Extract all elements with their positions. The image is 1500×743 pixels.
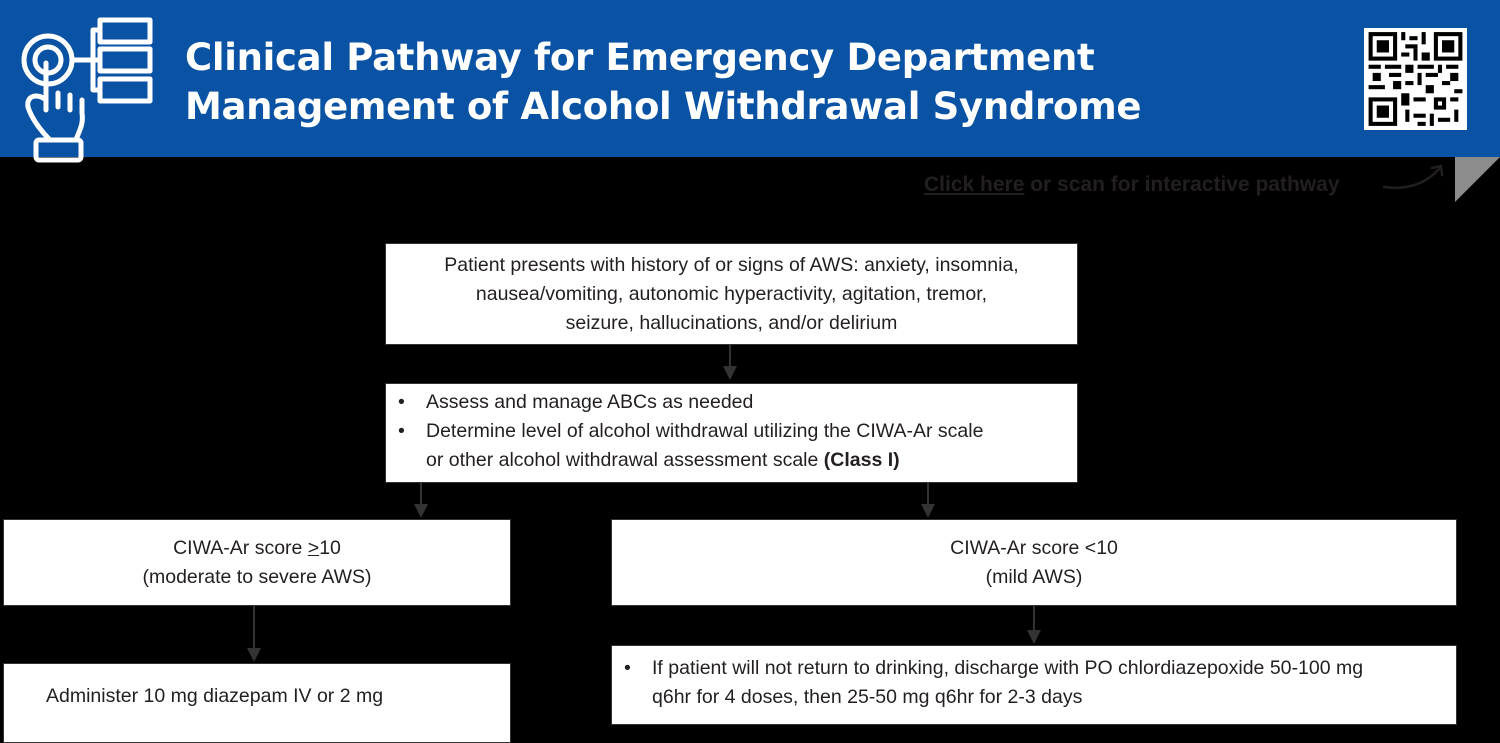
arrow-assess-to-mild [927, 483, 929, 516]
scan-text: or scan for interactive pathway [1024, 173, 1340, 196]
mild-line-1: CIWA-Ar score <10 [950, 537, 1118, 559]
start-line-2: nausea/vomiting, autonomic hyperactivity, agitation, tremor, [475, 283, 988, 305]
qr-code-icon[interactable] [1364, 28, 1467, 130]
page-title [185, 33, 1141, 131]
start-line-1: Patient presents with history of or signs of AWS: anxiety, insomnia, [444, 254, 1019, 276]
mild-line-2: (mild AWS) [985, 566, 1083, 588]
severe-action-box [3, 663, 511, 743]
title-line-1: Clinical Pathway for Emergency Department [185, 36, 1095, 79]
assess-bullet-2: • Determine level of alcohol withdrawal utilizing the CIWA-Ar scale or other alcohol withdrawal assessment scale (Class I) [386, 417, 1077, 475]
interactive-pathway-note [924, 173, 1340, 197]
header-banner [0, 0, 1500, 157]
severe-aws-box [3, 519, 511, 606]
curved-arrow-icon [1380, 160, 1450, 195]
start-box [385, 243, 1078, 345]
assess-box [385, 383, 1078, 483]
start-line-3: seizure, hallucinations, and/or delirium [565, 312, 898, 334]
arrow-assess-to-severe [420, 483, 422, 516]
severe-line-1: CIWA-Ar score >10 [173, 537, 341, 559]
title-line-2: Management of Alcohol Withdrawal Syndrome [185, 85, 1142, 128]
arrow-severe-to-action [253, 606, 255, 660]
severe-line-2: (moderate to severe AWS) [142, 566, 372, 588]
click-here-link[interactable]: Click here [924, 173, 1025, 196]
page-fold-corner [1455, 157, 1500, 202]
arrow-mild-to-action [1033, 606, 1035, 642]
hand-touch-flowchart-icon [18, 15, 158, 165]
severe-action-line-1: Administer 10 mg diazepam IV or 2 mg [46, 685, 384, 707]
assess-bullet-1: • Assess and manage ABCs as needed [386, 388, 1077, 417]
mild-action-bullet-1: • If patient will not return to drinking, discharge with PO chlordiazepoxide 50-100 mg q6hr for 4 doses, then 25-50 mg q6hr for 2-3 days [612, 654, 1456, 712]
arrow-start-to-assess [729, 345, 731, 378]
mild-action-box [611, 645, 1457, 725]
mild-aws-box [611, 519, 1457, 606]
